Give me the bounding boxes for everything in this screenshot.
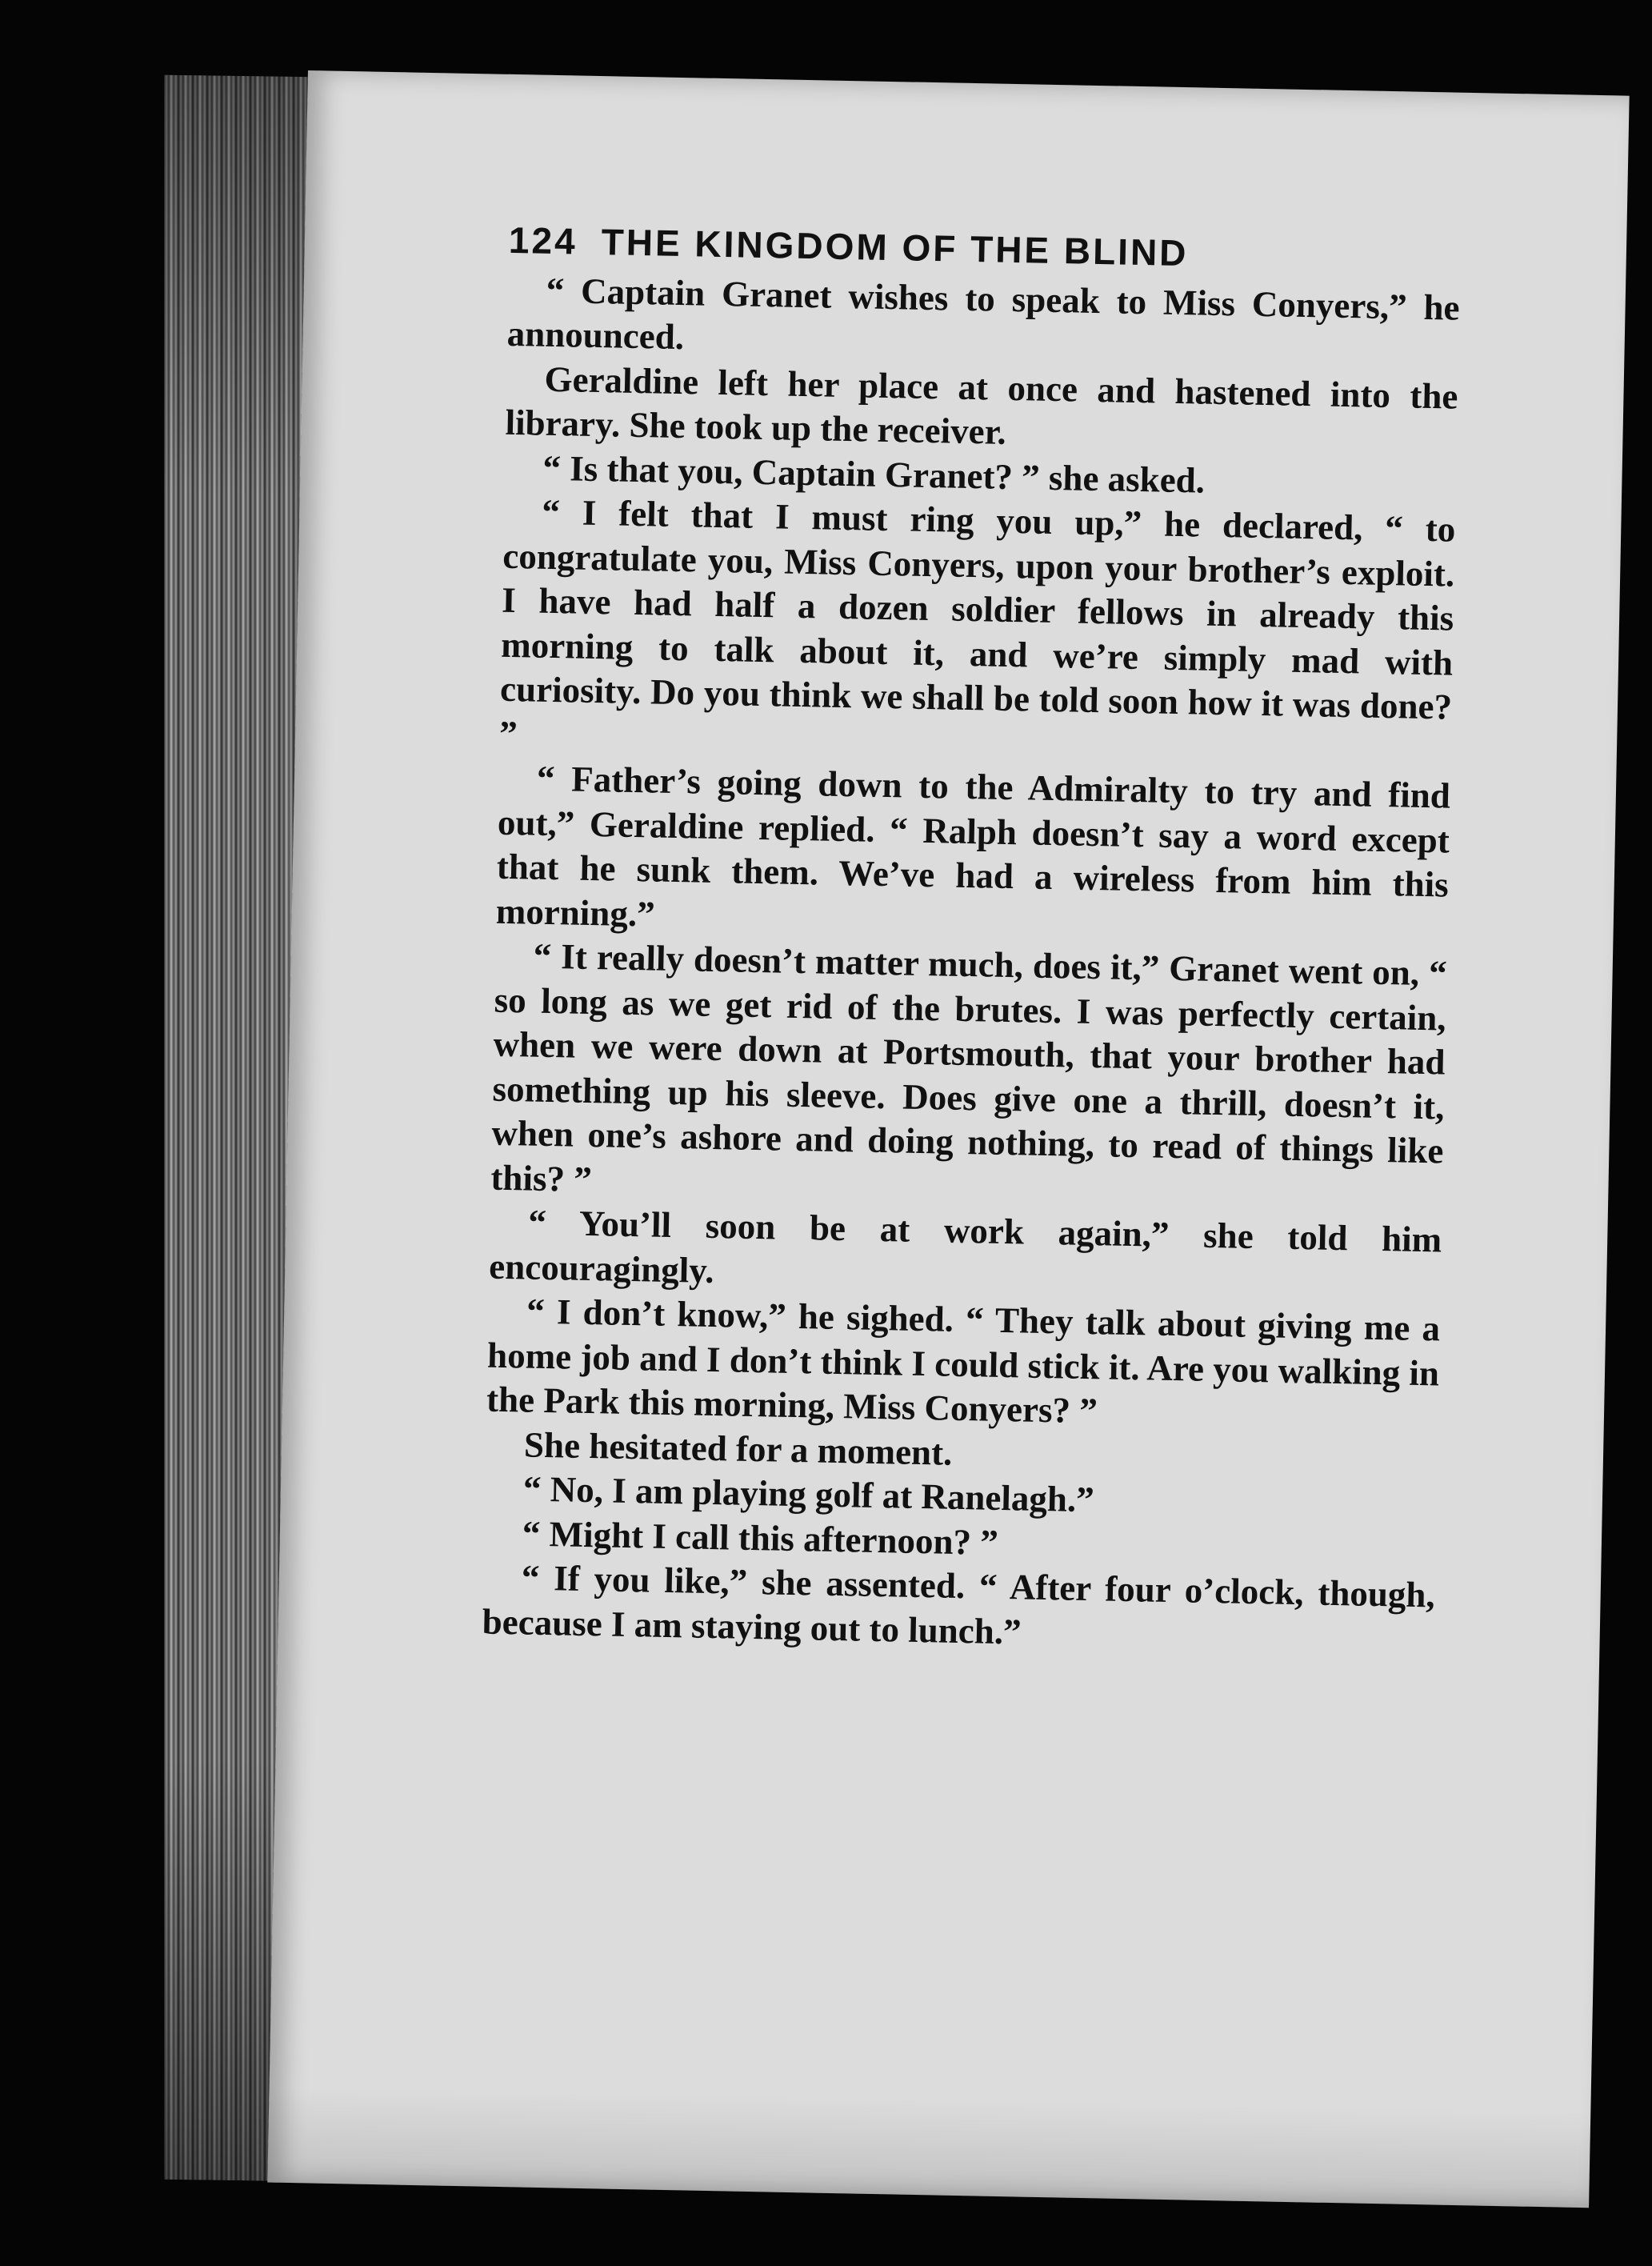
running-title: THE KINGDOM OF THE BLIND <box>601 221 1189 274</box>
page-number: 124 <box>508 218 578 262</box>
paragraph: “ You’ll soon be at work again,” she told him encouragingly. <box>488 1202 1442 1291</box>
paragraph: “ I don’t know,” he sighed. “ They talk about giving me a home job and I don’t think I could stick it. Are you walking in the Park this morning, Miss Conyers? ” <box>486 1291 1441 1431</box>
page-text-block <box>482 218 1461 1663</box>
paragraph: “ Captain Granet wishes to speak to Miss Conyers,” he announced. <box>506 270 1461 358</box>
page-bottom-shade <box>267 2087 1590 2208</box>
paragraph: “ If you like,” she assented. “ After four o’clock, though, because I am staying out to lunch.” <box>482 1557 1436 1651</box>
paragraph: “ Might I call this afternoon? ” <box>522 1512 999 1563</box>
paragraph: “ Is that you, Captain Granet? ” she asked. <box>542 447 1206 501</box>
paragraph: “ I felt that I must ring you up,” he declared, “ to congratulate you, Miss Conyers, upon your brother’s exploit. I have had half a dozen soldier fellows in already this morning to talk about it, and we’re simply mad with curiosity. Do you think we shall be told soon how it was done? ” <box>498 491 1456 754</box>
paragraph: “ No, I am playing golf at Ranelagh.” <box>522 1468 1095 1520</box>
paragraph: Geraldine left her place at once and hastened into the library. She took up the receiver. <box>505 358 1458 452</box>
paragraph: “ It really doesn’t matter much, does it,” Granet went on, “ so long as we get rid of the brutes. I was perfectly certain, when we were down at Portsmouth, that your brother had something up his sleeve. Does give one a thrill, doesn’t it, when one’s ashore and doing nothing, to read of things like this? ” <box>490 935 1448 1199</box>
paragraph: She hesitated for a moment. <box>523 1424 953 1473</box>
paragraph: “ Father’s going down to the Admiralty to try and find out,” Geraldine replied. “ Ralph doesn’t say a word except that he sunk them. We’ve had a wireless from him this morning.” <box>495 758 1451 935</box>
book-page <box>267 70 1629 2208</box>
